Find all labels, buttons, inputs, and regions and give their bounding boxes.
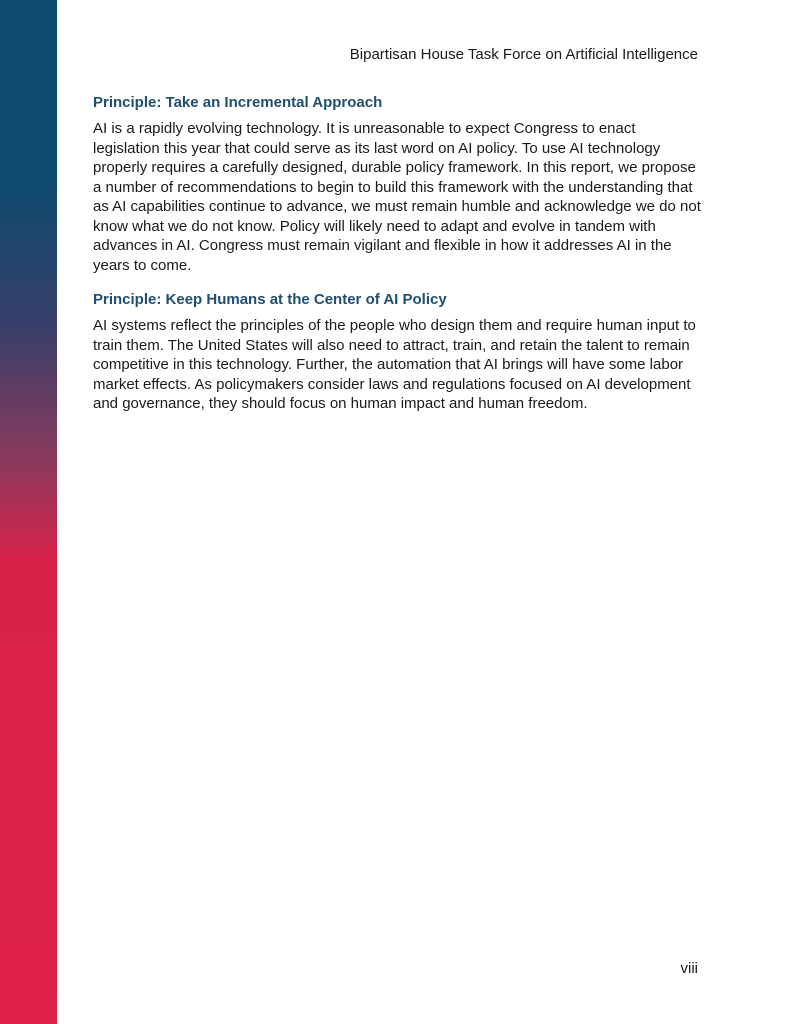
section-heading: Principle: Take an Incremental Approach	[93, 94, 383, 111]
running-header: Bipartisan House Task Force on Artificial Intelligence	[349, 46, 698, 63]
main-content	[93, 93, 705, 429]
section-body: AI systems reflect the principles of the people who design them and require human input to train them. The United States will also need to attract, train, and retain the talent to remain competitive in this technology. Further, the automation that AI brings will have some labor market effects. As policymakers consider laws and regulations focused on AI development and governance, they should focus on human impact and human freedom.	[93, 317, 696, 412]
section-heading: Principle: Keep Humans at the Center of AI Policy	[93, 291, 447, 308]
section-humans-center	[93, 290, 705, 414]
section-body: AI is a rapidly evolving technology. It is unreasonable to expect Congress to enact legislation this year that could serve as its last word on AI policy. To use AI technology properly requires a carefully designed, durable policy framework. In this report, we propose a number of recommendations to begin to build this framework with the understanding that as AI capabilities continue to advance, we must remain humble and acknowledge we do not know what we do not know. Policy will likely need to adapt and evolve in tandem with advances in AI. Congress must remain vigilant and flexible in how it addresses AI in the years to come.	[93, 120, 701, 274]
section-incremental-approach	[93, 93, 705, 275]
side-color-band	[0, 0, 57, 1024]
page-number: viii	[680, 960, 698, 977]
